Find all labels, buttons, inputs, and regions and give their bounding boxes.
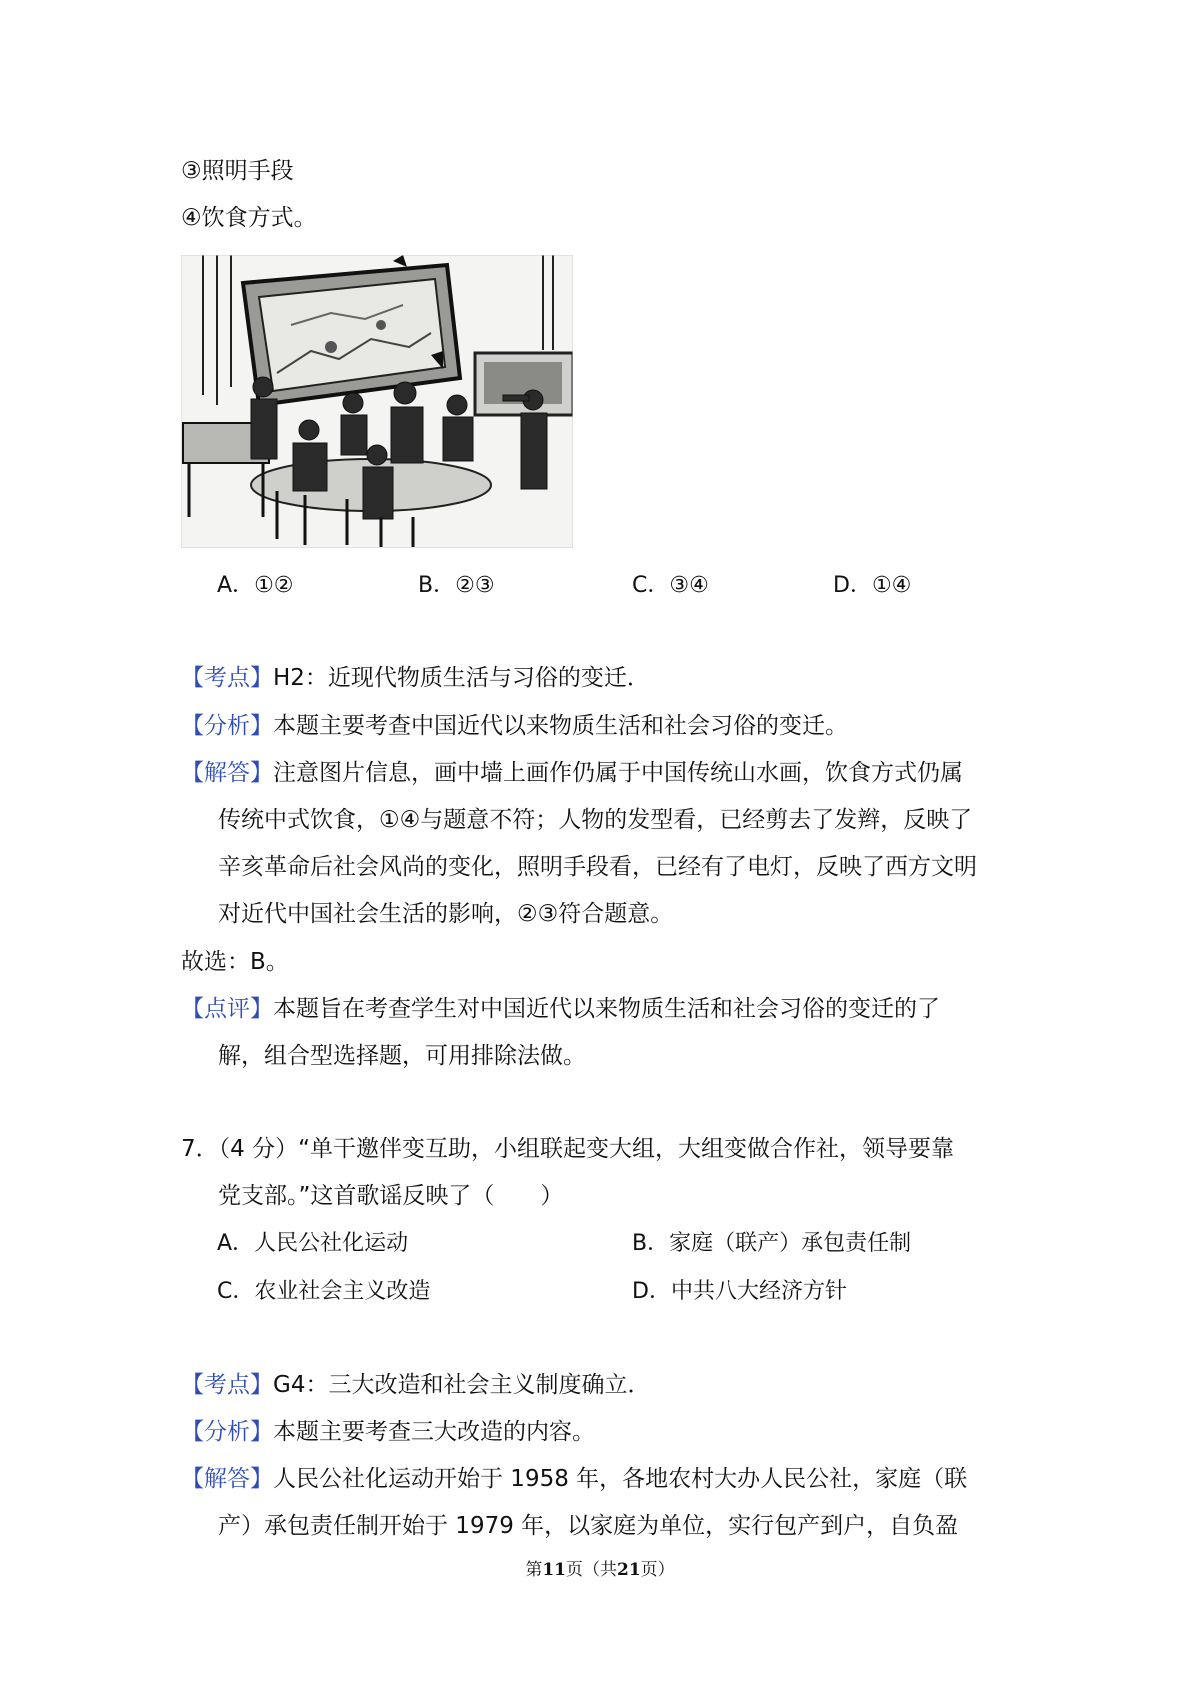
q7-kaodian: 【考点】G4：三大改造和社会主义制度确立．	[181, 1372, 651, 1398]
q6-choice-a: A．①②	[217, 573, 294, 598]
page-footer: 第11页（共21页）	[525, 1560, 675, 1580]
q6-dianping-line-2: 解，组合型选择题，可用排除法做。	[218, 1043, 586, 1069]
q6-jieda-line-1: 【解答】注意图片信息，画中墙上画作仍属于中国传统山水画，饮食方式仍属	[181, 760, 963, 786]
q7-fenxi: 【分析】本题主要考查三大改造的内容。	[181, 1419, 595, 1445]
q6-jieda-line-2: 传统中式饮食，①④与题意不符；人物的发型看，已经剪去了发辫，反映了	[218, 807, 973, 833]
q7-stem-line-2: 党支部。”这首歌谣反映了（ ）	[218, 1183, 564, 1209]
q6-jieda-line-4: 对近代中国社会生活的影响，②③符合题意。	[218, 901, 674, 927]
q6-jieda-line-3: 辛亥革命后社会风尚的变化，照明手段看，已经有了电灯，反映了西方文明	[218, 854, 977, 880]
q7-choice-c: C．农业社会主义改造	[217, 1279, 431, 1304]
q7-choice-b: B．家庭（联产）承包责任制	[632, 1231, 912, 1256]
q6-choice-d: D．①④	[833, 573, 912, 598]
dining-scene-illustration	[181, 255, 573, 548]
q6-dianping-line-1: 【点评】本题旨在考查学生对中国近代以来物质生活和社会习俗的变迁的了	[181, 996, 940, 1022]
q6-guxuan: 故选：B。	[181, 949, 289, 975]
q7-choice-a: A．人民公社化运动	[217, 1231, 409, 1256]
q6-option-3: ③照明手段	[181, 158, 294, 184]
q6-choice-b: B．②③	[418, 573, 495, 598]
q7-choice-d: D．中共八大经济方针	[632, 1279, 847, 1304]
q6-choice-c: C．③④	[632, 573, 709, 598]
q6-fenxi: 【分析】本题主要考查中国近代以来物质生活和社会习俗的变迁。	[181, 713, 848, 739]
q6-kaodian: 【考点】H2：近现代物质生活与习俗的变迁．	[181, 665, 650, 691]
q6-option-4: ④饮食方式。	[181, 205, 317, 231]
q7-stem-line-1: 7．（4 分）“单干邀伴变互助，小组联起变大组，大组变做合作社，领导要靠	[181, 1136, 954, 1162]
q7-jieda-line-2: 产）承包责任制开始于 1979 年，以家庭为单位，实行包产到户，自负盈	[218, 1513, 959, 1539]
q7-jieda-line-1: 【解答】人民公社化运动开始于 1958 年，各地农村大办人民公社，家庭（联	[181, 1466, 968, 1492]
